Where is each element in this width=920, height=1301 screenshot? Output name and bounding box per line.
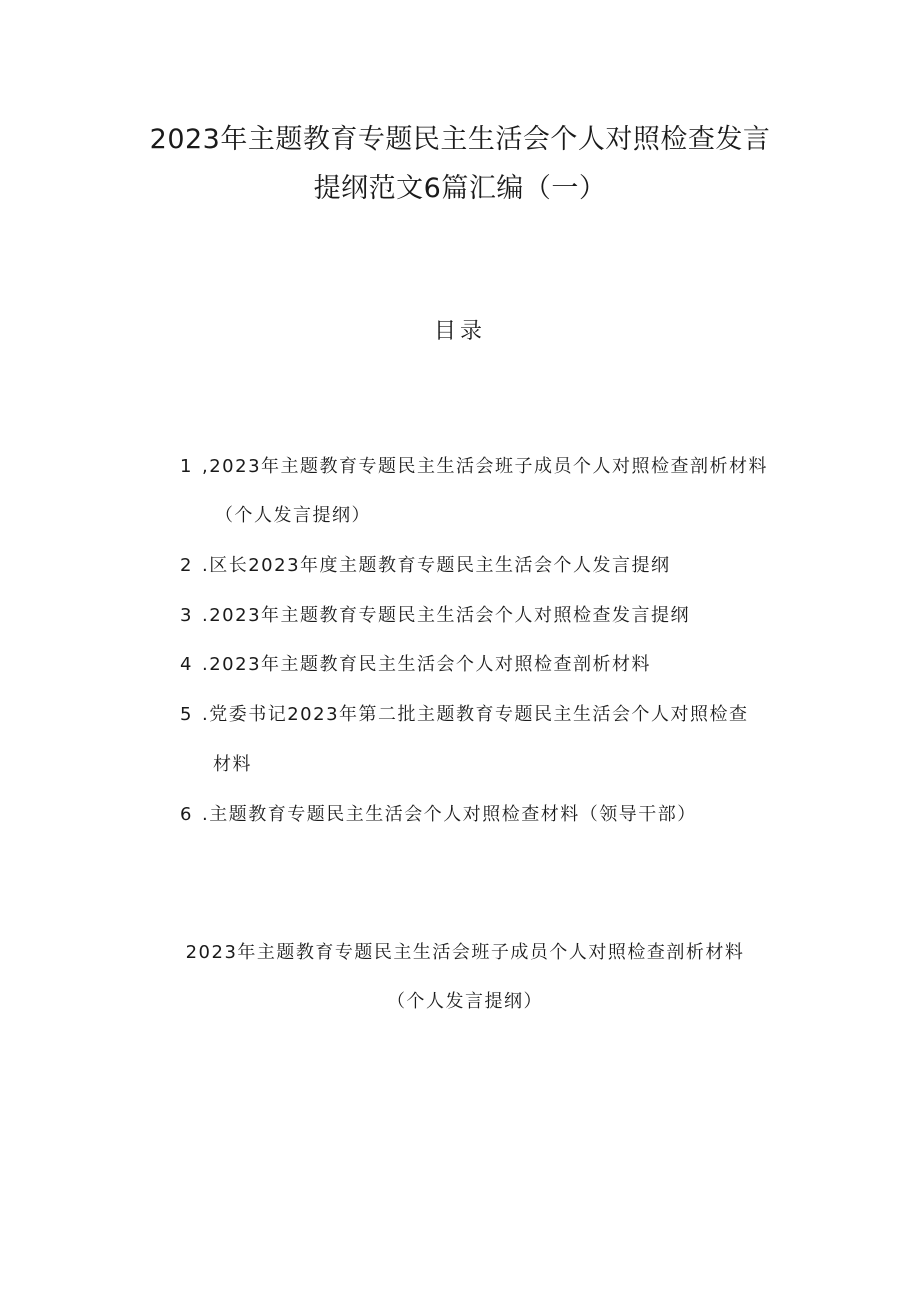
document-title-line-2: 提纲范文6篇汇编（一）	[313, 173, 607, 204]
toc-item-number: 5	[180, 704, 193, 725]
toc-item-text: .党委书记2023年第二批主题教育专题民主生活会个人对照检查	[202, 704, 749, 725]
toc-item-number: 4	[180, 654, 193, 675]
toc-item-number: 6	[180, 804, 193, 825]
toc-item-6	[180, 800, 697, 826]
toc-item-1	[180, 452, 768, 478]
toc-item-text: .主题教育专题民主生活会个人对照检查材料（领导干部）	[202, 804, 697, 825]
toc-item-number: 2	[180, 555, 193, 576]
toc-item-3	[180, 601, 690, 627]
section-title-line-1: 2023年主题教育专题民主生活会班子成员个人对照检查剖析材料	[185, 942, 745, 963]
section-title-line-2: （个人发言提纲）	[387, 991, 543, 1012]
toc-item-text: .2023年主题教育专题民主生活会个人对照检查发言提纲	[202, 605, 691, 626]
toc-item-5	[180, 700, 749, 726]
toc-item-text: .2023年主题教育民主生活会个人对照检查剖析材料	[202, 654, 652, 675]
toc-item-text: .区长2023年度主题教育专题民主生活会个人发言提纲	[202, 555, 671, 576]
toc-heading: 目录	[433, 319, 486, 344]
toc-item-number: 1	[180, 456, 193, 477]
toc-item-4	[180, 650, 651, 676]
toc-item-number: 3	[180, 605, 193, 626]
document-title-line-1: 2023年主题教育专题民主生活会个人对照检查发言	[149, 124, 771, 155]
toc-item-1-continuation: （个人发言提纲）	[215, 505, 371, 526]
toc-item-5-continuation: 材料	[213, 754, 252, 775]
toc-item-text: ,2023年主题教育专题民主生活会班子成员个人对照检查剖析材料	[202, 456, 769, 477]
toc-item-2	[180, 551, 671, 577]
